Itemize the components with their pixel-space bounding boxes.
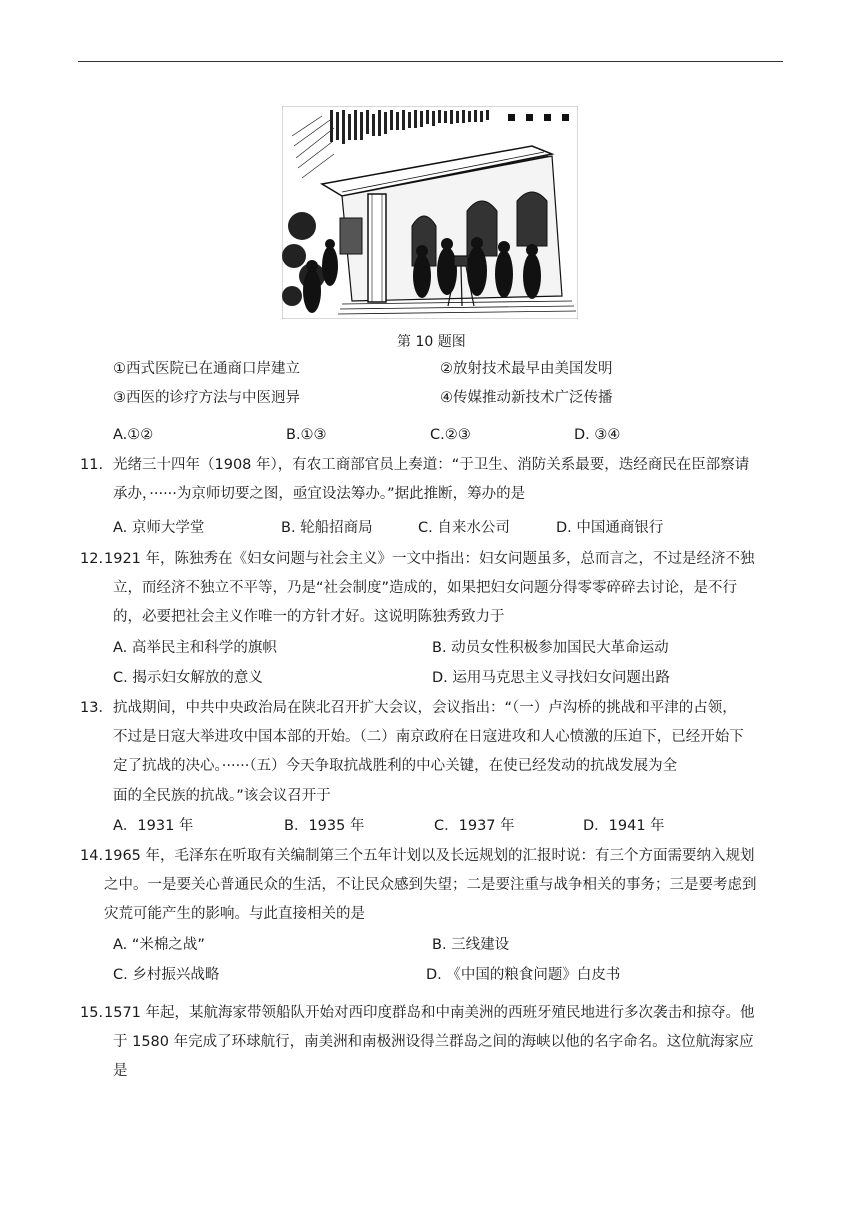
header-rule [78,61,783,62]
q13-option-a[interactable]: A．1931 年 [113,818,194,834]
q13-stem-line-2: 不过是日寇大举进攻中国本部的开始。（二）南京政府在日寇进攻和人心愤激的压迫下，已经开始下 [113,729,744,745]
q13-option-d[interactable]: D．1941 年 [583,818,665,834]
q11-option-d[interactable]: D. 中国通商银行 [556,520,664,536]
q13-stem-line-4: 面的全民族的抗战。”该会议召开于 [113,788,331,804]
q12-option-c[interactable]: C. 揭示妇女解放的意义 [113,670,263,686]
q11-option-b[interactable]: B. 轮船招商局 [281,520,373,536]
q10-option-c[interactable]: C.②③ [430,427,471,443]
q14-stem-line-1: 1965 年，毛泽东在听取有关编制第三个五年计划以及长远规划的汇报时说：有三个方面需要纳入规划 [104,848,755,864]
q14-stem-line-3: 灾荒可能产生的影响。与此直接相关的是 [104,906,365,922]
q13-option-b[interactable]: B．1935 年 [284,818,365,834]
q15-stem-line-3: 是 [113,1063,128,1079]
q14-stem-line-2: 之中。一是要关心普通民众的生活，不让民众感到失望；二是要注重与战争相关的事务；三是要考虑到 [104,877,757,893]
q10-statement-1: ①西式医院已在通商口岸建立 [113,361,300,377]
q14-option-a[interactable]: A. “米棉之战” [113,937,205,953]
q11-stem-line-2: 承办，······为京师切要之图，亟宜设法筹办。”据此推断，筹办的是 [113,486,526,502]
q14-option-b[interactable]: B. 三线建设 [432,937,510,953]
q15-number: 15. [80,1005,104,1021]
q10-statement-2: ②放射技术最早由美国发明 [440,361,613,377]
q13-stem-line-1: 抗战期间，中共中央政治局在陕北召开扩大会议，会议指出：“（一）卢沟桥的挑战和平津的占领， [113,700,737,716]
q14-number: 14. [80,848,104,864]
q10-option-d[interactable]: D. ③④ [574,427,621,443]
q10-option-b[interactable]: B.①③ [286,427,327,443]
q10-woodcut-illustration [282,106,578,319]
q12-stem-line-2: 立，而经济不独立不平等，乃是“社会制度”造成的，如果把妇女问题分得零零碎碎去讨论，是不行 [113,580,738,596]
figure-caption: 第 10 题图 [397,334,466,350]
q12-option-a[interactable]: A. 高举民主和科学的旗帜 [113,640,277,656]
q12-number: 12. [80,551,104,567]
q12-option-b[interactable]: B. 动员女性积极参加国民大革命运动 [432,640,669,656]
q15-stem-line-2: 于 1580 年完成了环球航行，南美洲和南极洲设得兰群岛之间的海峡以他的名字命名。这位航海家应 [113,1034,754,1050]
q13-number: 13． [80,700,113,716]
q13-stem-line-3: 定了抗战的决心。······（五）今天争取抗战胜利的中心关键，在使已经发动的抗战发展为全 [113,758,678,774]
q12-stem-line-3: 的，必要把社会主义作唯一的方针才好。这说明陈独秀致力于 [113,609,505,625]
q15-stem-line-1: 1571 年起，某航海家带领船队开始对西印度群岛和中南美洲的西班牙殖民地进行多次袭击和掠夺。他 [104,1005,755,1021]
q13-option-c[interactable]: C．1937 年 [434,818,515,834]
q11-stem-line-1: 光绪三十四年（1908 年），有农工商部官员上奏道：“于卫生、消防关系最要，迭经商民在臣部察请 [113,457,750,473]
q14-option-c[interactable]: C. 乡村振兴战略 [113,967,220,983]
q12-stem-line-1: 1921 年，陈独秀在《妇女问题与社会主义》一文中指出：妇女问题虽多，总而言之，不过是经济不独 [104,551,755,567]
q11-number: 11. [80,457,104,473]
q12-option-d[interactable]: D. 运用马克思主义寻找妇女问题出路 [432,670,670,686]
q10-statement-3: ③西医的诊疗方法与中医迥异 [113,390,300,406]
q14-option-d[interactable]: D. 《中国的粮食问题》白皮书 [426,967,621,983]
q11-option-c[interactable]: C. 自来水公司 [418,520,510,536]
q11-option-a[interactable]: A. 京师大学堂 [113,520,205,536]
q10-statement-4: ④传媒推动新技术广泛传播 [440,390,613,406]
q10-option-a[interactable]: A.①② [113,427,154,443]
